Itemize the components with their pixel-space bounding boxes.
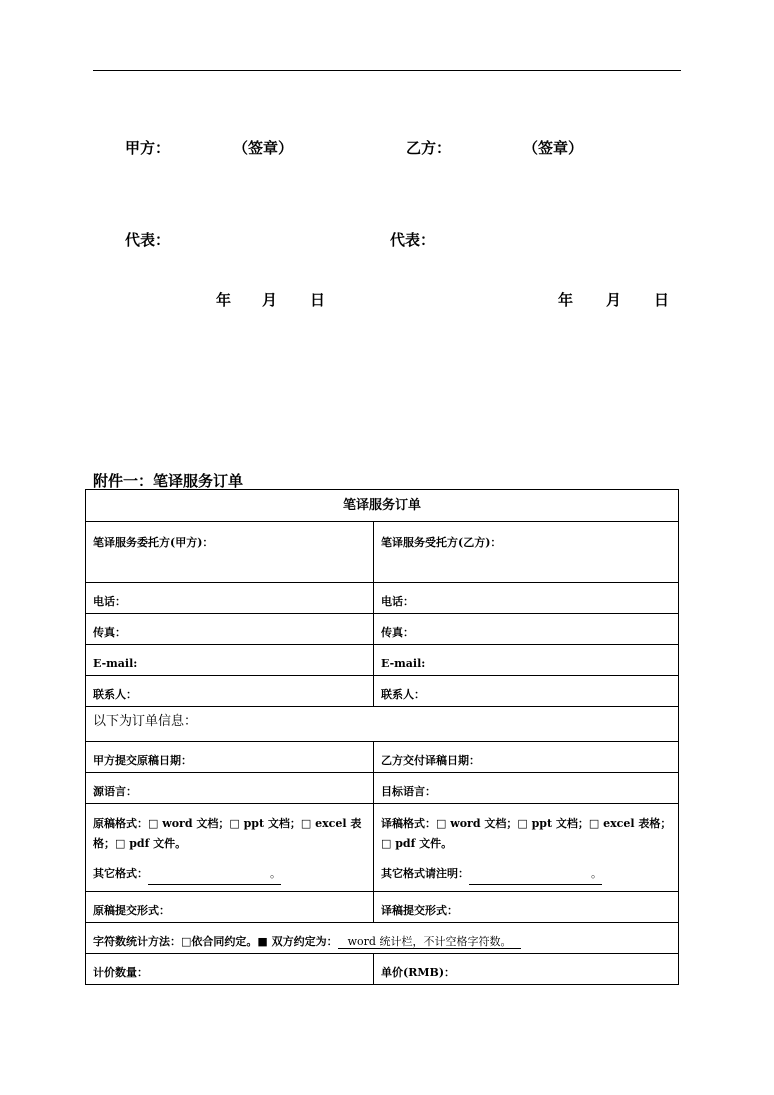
quantity-field[interactable]: 计价数量： — [86, 954, 374, 985]
party-b-seal: （签章） — [523, 139, 584, 157]
source-submit-field[interactable]: 原稿提交形式： — [86, 892, 374, 923]
submit-date-field[interactable]: 甲方提交原稿日期： — [86, 742, 374, 773]
year-b: 年 — [558, 291, 574, 309]
contact-a-field[interactable]: 联系人： — [86, 676, 374, 707]
provider-field[interactable]: 笔译服务受托方(乙方)： — [374, 522, 679, 583]
contact-b-field[interactable]: 联系人： — [374, 676, 679, 707]
email-a-field[interactable]: E-mail: — [86, 645, 374, 676]
client-field[interactable]: 笔译服务委托方(甲方)： — [86, 522, 374, 583]
order-info-heading: 以下为订单信息： — [86, 707, 679, 742]
party-a-label: 甲方： — [125, 139, 171, 157]
phone-a-field[interactable]: 电话： — [86, 583, 374, 614]
unit-price-field[interactable]: 单价(RMB)： — [374, 954, 679, 985]
phone-b-field[interactable]: 电话： — [374, 583, 679, 614]
rep-b-label: 代表： — [390, 231, 436, 249]
month-a: 月 — [262, 291, 278, 309]
email-b-field[interactable]: E-mail: — [374, 645, 679, 676]
year-a: 年 — [216, 291, 232, 309]
day-b: 日 — [654, 291, 670, 309]
fax-a-field[interactable]: 传真： — [86, 614, 374, 645]
fax-b-field[interactable]: 传真： — [374, 614, 679, 645]
party-b-label: 乙方： — [406, 139, 452, 157]
blank-period: 。 — [270, 867, 281, 880]
target-format-cell[interactable] — [374, 804, 679, 892]
party-a-seal: （签章） — [233, 139, 294, 157]
other-format-blank[interactable] — [148, 864, 281, 885]
target-submit-field[interactable]: 译稿提交形式： — [374, 892, 679, 923]
count-method-value[interactable]: word 统计栏，不计空格字符数。 — [338, 935, 522, 949]
form-title: 笔译服务订单 — [86, 490, 679, 522]
other-format-note-label: 其它格式请注明： — [381, 867, 469, 880]
source-language-field[interactable]: 源语言： — [86, 773, 374, 804]
delivery-date-field[interactable]: 乙方交付译稿日期： — [374, 742, 679, 773]
day-a: 日 — [310, 291, 326, 309]
target-language-field[interactable]: 目标语言： — [374, 773, 679, 804]
blank-period: 。 — [591, 867, 602, 880]
rep-a-label: 代表： — [125, 231, 171, 249]
count-method-field[interactable] — [86, 923, 679, 954]
other-format-note-blank[interactable] — [469, 864, 602, 885]
source-format-options[interactable]: 原稿格式：□ word 文档；□ ppt 文档；□ excel 表格；□ pdf 文件。 — [93, 817, 362, 850]
header-rule — [93, 70, 681, 71]
other-format-label: 其它格式： — [93, 867, 148, 880]
target-format-options[interactable]: 译稿格式：□ word 文档；□ ppt 文档；□ excel 表格；□ pdf 文件。 — [381, 817, 672, 850]
order-form-table — [85, 489, 679, 985]
annex-title: 附件一：笔译服务订单 — [93, 472, 244, 490]
count-method-label: 字符数统计方法：□依合同约定。■ 双方约定为： — [93, 935, 338, 948]
month-b: 月 — [606, 291, 622, 309]
source-format-cell[interactable] — [86, 804, 374, 892]
